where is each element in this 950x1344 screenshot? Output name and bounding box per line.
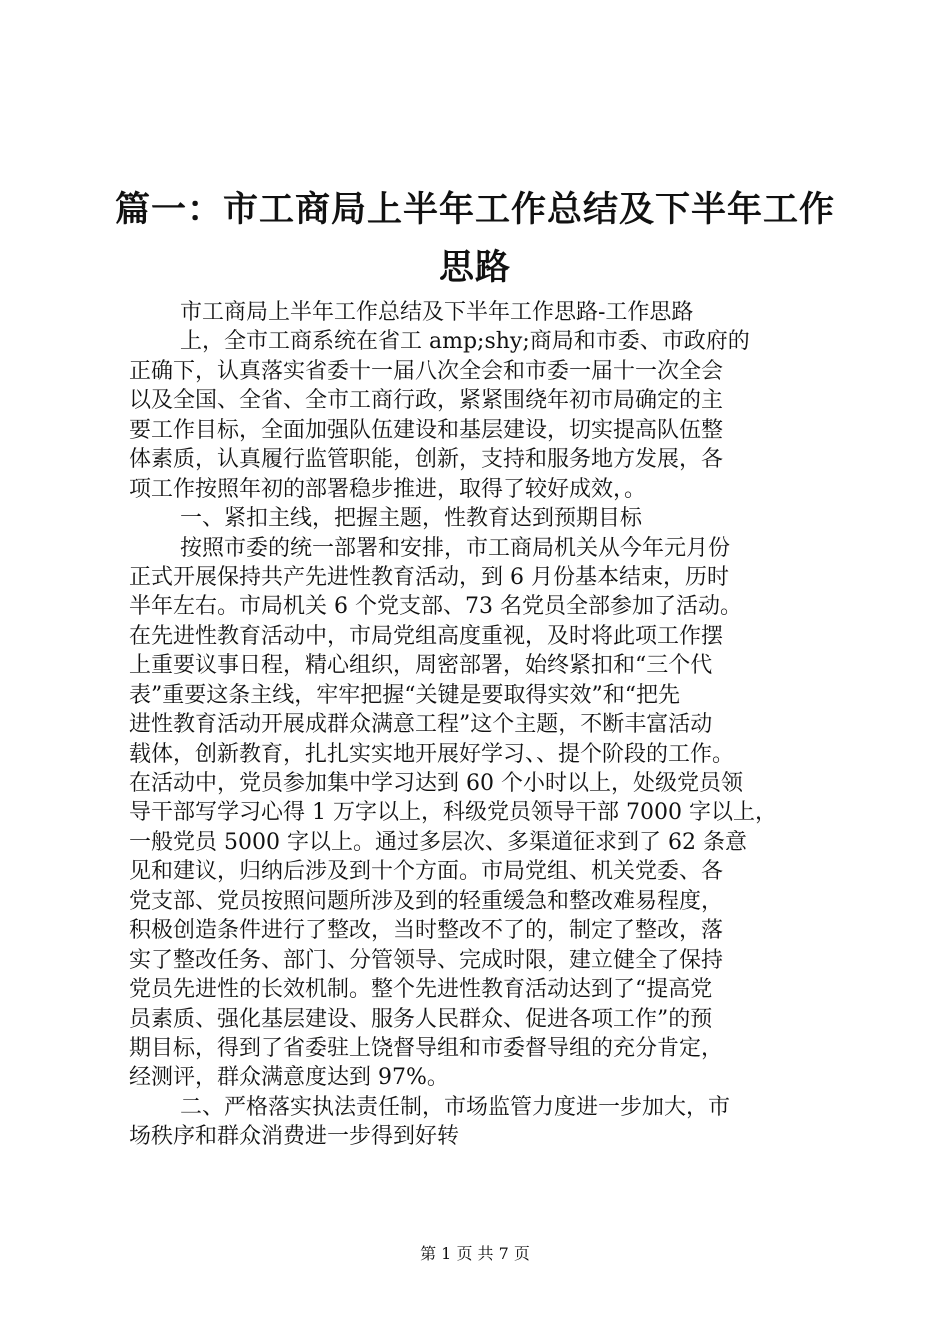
body-text-line: 市工商局上半年工作总结及下半年工作思路-工作思路 xyxy=(180,300,694,325)
body-text-line: 在先进性教育活动中，市局党组高度重视，及时将此项工作摆 xyxy=(129,623,724,649)
body-text-line: 在活动中，党员参加集中学习达到 60 个小时以上，处级党员领 xyxy=(129,771,743,796)
document-title-line-2: 思路 xyxy=(438,247,511,288)
body-text-line: 进性教育活动开展成群众满意工程”这个主题，不断丰富活动 xyxy=(129,712,713,738)
body-text-line: 上重要议事日程，精心组织，周密部署，始终紧扣和“三个代 xyxy=(129,653,713,679)
body-text-line: 党员先进性的长效机制。整个先进性教育活动达到了“提高党 xyxy=(129,977,713,1003)
body-text-line: 要工作目标，全面加强队伍建设和基层建设，切实提高队伍整 xyxy=(129,417,724,443)
page-footer: 第 1 页 共 7 页 xyxy=(420,1244,530,1263)
body-text-line: 党支部、党员按照问题所涉及到的轻重缓急和整改难易程度， xyxy=(129,888,724,914)
body-text-line: 正式开展保持共产先进性教育活动，到 6 月份基本结束，历时 xyxy=(129,564,729,590)
body-text-line: 项工作按照年初的部署稳步推进，取得了较好成效，。 xyxy=(129,476,647,502)
body-text-line: 积极创造条件进行了整改，当时整改不了的，制定了整改，落 xyxy=(129,918,724,944)
body-text-line: 一般党员 5000 字以上。通过多层次、多渠道征求到了 62 条意 xyxy=(129,829,747,855)
body-text-line: 按照市委的统一部署和安排，市工商局机关从今年元月份 xyxy=(180,535,731,561)
body-text-line: 员素质、强化基层建设、服务人民群众、促进各项工作”的预 xyxy=(129,1006,713,1032)
body-text-line: 体素质，认真履行监管职能，创新，支持和服务地方发展，各 xyxy=(129,447,724,473)
body-text-line: 表”重要这条主线，牢牢把握“关键是要取得实效”和“把先 xyxy=(129,682,680,708)
body-text-line: 场秩序和群众消费进一步得到好转 xyxy=(129,1124,460,1150)
body-text-line: 半年左右。市局机关 6 个党支部、73 名党员全部参加了活动。 xyxy=(129,594,742,620)
body-text-line: 导干部写学习心得 1 万字以上，科级党员领导干部 7000 字以上， xyxy=(129,800,777,826)
body-text-line: 以及全国、全省、全市工商行政，紧紧围绕年初市局确定的主 xyxy=(129,388,724,414)
body-text-line: 载体，创新教育，扎扎实实地开展好学习、、提个阶段的工作。 xyxy=(129,741,735,767)
body-text-line: 上，全市工商系统在省工 amp;shy;商局和市委、市政府的 xyxy=(180,329,750,355)
body-text-line: 期目标，得到了省委驻上饶督导组和市委督导组的充分肯定， xyxy=(129,1035,724,1061)
document-body xyxy=(129,298,833,1152)
body-text-line: 二、严格落实执法责任制，市场监管力度进一步加大，市 xyxy=(180,1094,731,1120)
body-text-line: 见和建议，归纳后涉及到十个方面。市局党组、机关党委、各 xyxy=(129,859,724,885)
document-title-line-1: 篇一：市工商局上半年工作总结及下半年工作 xyxy=(114,189,835,230)
body-text-line: 实了整改任务、部门、分管领导、完成时限，建立健全了保持 xyxy=(129,947,724,973)
body-text-line: 经测评，群众满意度达到 97%。 xyxy=(129,1065,449,1091)
body-text-line: 正确下，认真落实省委十一届八次全会和市委一届十一次全会 xyxy=(129,358,724,384)
body-text-line: 一、紧扣主线，把握主题，性教育达到预期目标 xyxy=(180,506,643,532)
